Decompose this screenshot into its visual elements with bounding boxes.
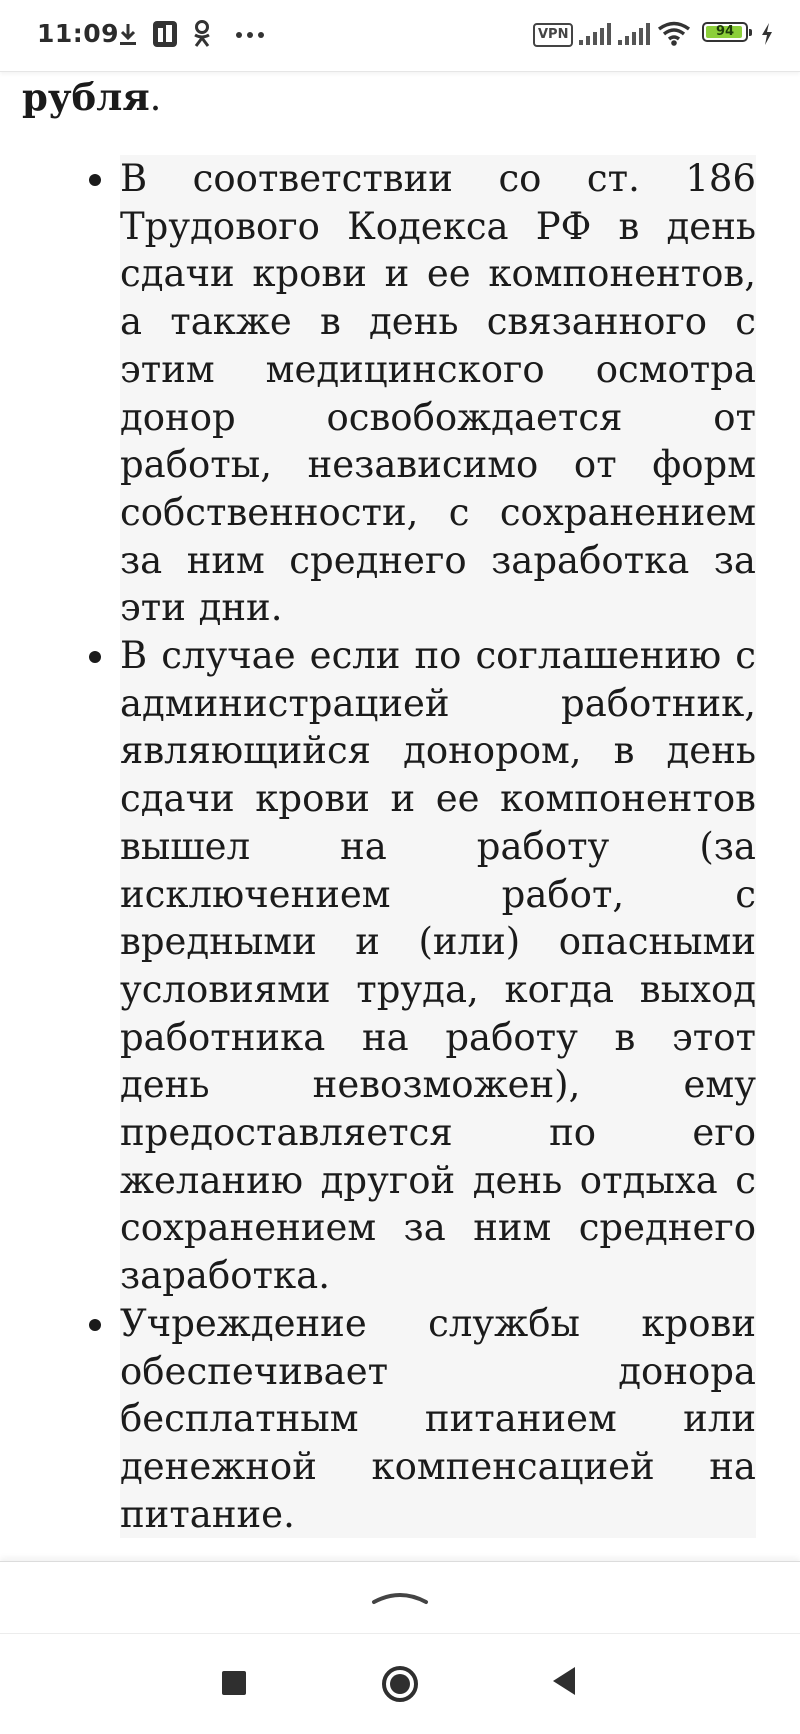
list-item — [0, 1300, 800, 1539]
signal-icon — [618, 22, 650, 50]
status-bar — [0, 0, 800, 72]
odnoklassniki-icon — [191, 19, 213, 53]
bullet-dot — [89, 1319, 101, 1331]
list-item — [0, 155, 800, 632]
recents-button[interactable] — [222, 1671, 246, 1695]
previous-paragraph-tail — [22, 75, 161, 120]
previous-paragraph-bold: рубля — [22, 75, 150, 119]
previous-paragraph-punct: . — [149, 76, 162, 119]
home-button[interactable] — [380, 1664, 420, 1708]
back-button[interactable] — [550, 1664, 578, 1702]
signal-icon — [579, 22, 611, 50]
wifi-icon — [657, 21, 691, 51]
battery-icon — [702, 22, 748, 42]
bottom-sheet-handle[interactable] — [0, 1561, 800, 1634]
navigation-bar — [0, 1633, 800, 1734]
charging-icon — [760, 22, 774, 50]
vpn-icon: VPN — [533, 23, 573, 47]
bullet-dot — [89, 174, 101, 186]
article-content[interactable] — [0, 71, 800, 1561]
bullet-list — [0, 155, 800, 1538]
app-icon — [152, 20, 178, 52]
bullet-text: В случае если по соглашению с администрацией работник, являющийся донором, в день сдачи крови и ее компонентов вышел на работу (за исключением работ, с вредными и (или) опасными условиями труда, когда выход работника на работу в этот день невозможен), ему предоставляется по его желанию другой день отдыха с сохранением за ним среднего заработка. — [120, 632, 756, 1300]
more-icon — [235, 22, 265, 52]
bullet-text: Учреждение службы крови обеспечивает донора бесплатным питанием или денежной компенсацией на питание. — [120, 1300, 756, 1539]
bullet-dot — [89, 651, 101, 663]
battery-level-text: 94 — [715, 24, 735, 39]
status-time: 11:09 — [37, 19, 120, 48]
bullet-text: В соответствии со ст. 186 Трудового Кодекса РФ в день сдачи крови и ее компонентов, а также в день связанного с этим медицинского осмотра донор освобождается от работы, независимо от форм собственности, с сохранением за ним среднего заработка за эти дни. — [120, 155, 756, 632]
download-icon — [117, 22, 139, 52]
list-item — [0, 632, 800, 1300]
chevron-up-icon[interactable] — [370, 1584, 430, 1612]
